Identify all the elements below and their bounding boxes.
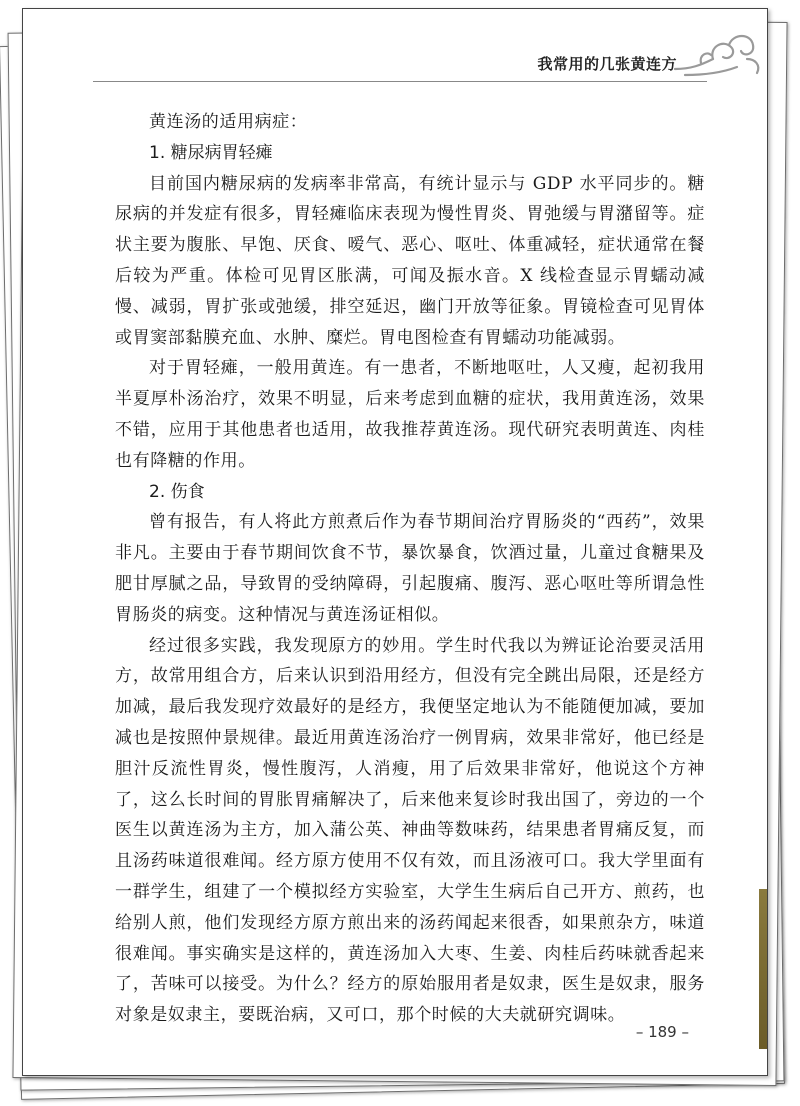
section-heading-2: 2. 伤食 bbox=[149, 481, 205, 502]
running-header bbox=[23, 9, 767, 91]
page-number: – 189 – bbox=[635, 1023, 689, 1041]
intro-line: 黄连汤的适用病症： bbox=[149, 112, 308, 132]
header-rule bbox=[93, 81, 707, 82]
paragraph-3: 曾有报告，有人将此方煎煮后作为春节期间治疗胃肠炎的“西药”，效果非凡。主要由于春节期间饮食不节，暴饮暴食，饮酒过量，儿童过食糖果及肥甘厚腻之品，导致胃的受纳障碍，引起腹痛、腹泻、恶心呕吐等所谓急性胃肠炎的病变。这种情况与黄连汤证相似。 bbox=[115, 512, 705, 625]
page-edge-strip bbox=[759, 889, 767, 1049]
paragraph-4: 经过很多实践，我发现原方的妙用。学生时代我以为辨证论治要灵活用方，故常用组合方，后来认识到沿用经方，但没有完全跳出局限，还是经方加减，最后我发现疗效最好的是经方，我便坚定地认为不能随便加减，要加减也是按照仲景规律。最近用黄连汤治疗一例胃病，效果非常好，他已经是胆汁反流性胃炎，慢性腹泻，人消瘦，用了后效果非常好，他说这个方神了，这么长时间的胃胀胃痛解决了，后来他来复诊时我出国了，旁边的一个医生以黄连汤为主方，加入蒲公英、神曲等数味药，结果患者胃痛反复，而且汤药味道很难闻。经方原方使用不仅有效，而且汤液可口。我大学里面有一群学生，组建了一个模拟经方实验室，大学生生病后自己开方、煎药，也给别人煎，他们发现经方原方煎出来的汤药闻起来很香，如果煎杂方，味道很难闻。事实确实是这样的，黄连汤加入大枣、生姜、肉桂后药味就香起来了，苦味可以接受。为什么？经方的原始服用者是奴隶，医生是奴隶，服务对象是奴隶主，要既治病，又可口，那个时候的大夫就研究调味。 bbox=[115, 635, 705, 1026]
page-body bbox=[115, 107, 705, 1031]
paragraph-2: 对于胃轻瘫，一般用黄连。有一患者，不断地呕吐，人又瘦，起初我用半夏厚朴汤治疗，效果不明显，后来考虑到血糖的症状，我用黄连汤，效果不错，应用于其他患者也适用，故我推荐黄连汤。现代研究表明黄连、肉桂也有降糖的作用。 bbox=[115, 358, 705, 471]
paragraph-1: 目前国内糖尿病的发病率非常高，有统计显示与 GDP 水平同步的。糖尿病的并发症有很多，胃轻瘫临床表现为慢性胃炎、胃弛缓与胃潴留等。症状主要为腹胀、早饱、厌食、嗳气、恶心、呕吐、体重减轻，症状通常在餐后较为严重。体检可见胃区胀满，可闻及振水音。X 线检查显示胃蠕动减慢、减弱，胃扩张或弛缓，排空延迟，幽门开放等征象。胃镜检查可见胃体或胃窦部黏膜充血、水肿、糜烂。胃电图检查有胃蠕动功能减弱。 bbox=[115, 173, 705, 348]
section-heading-1: 1. 糖尿病胃轻瘫 bbox=[149, 142, 273, 163]
running-header-title: 我常用的几张黄连方 bbox=[537, 55, 677, 73]
book-page bbox=[22, 8, 768, 1076]
cloud-swirl-icon bbox=[671, 29, 763, 81]
